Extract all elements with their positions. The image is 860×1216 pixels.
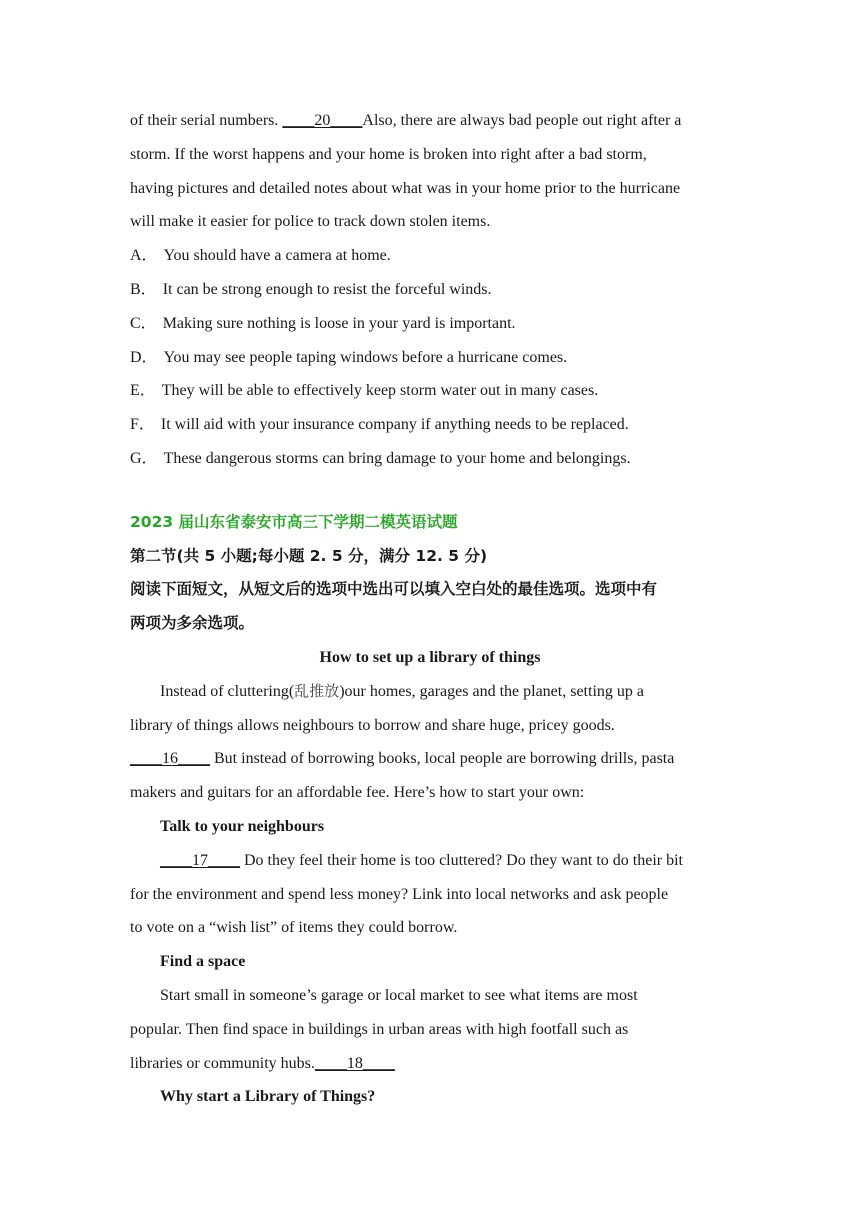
passage-line: makers and guitars for an affordable fee. Here’s how to start your own: xyxy=(130,784,585,802)
option-a xyxy=(130,239,730,273)
instructions-line: 阅读下面短文，从短文后的选项中选出可以填入空白处的最佳选项。选项中有 xyxy=(130,580,658,599)
passage-line: popular. Then find space in buildings in urban areas with high footfall such as xyxy=(130,1020,629,1038)
option-letter: E． xyxy=(130,382,156,400)
section-gap xyxy=(130,476,730,506)
passage-line: for the environment and spend less money? Link into local networks and ask people xyxy=(130,885,669,903)
passage-text: Do they feel their home is too cluttered? Do they want to do their bit xyxy=(240,851,683,869)
exam-source-title: 2023 届山东省泰安市高三下学期二模英语试题 xyxy=(130,512,458,531)
answer-blank-18: ____18____ xyxy=(314,1054,395,1072)
passage-text: libraries or community hubs. xyxy=(130,1054,315,1072)
passage-line xyxy=(130,104,730,138)
answer-blank-20: ____20____ xyxy=(282,112,363,129)
option-letter: B． xyxy=(130,280,157,298)
passage-line: will make it easier for police to track down stolen items. xyxy=(130,213,491,231)
option-letter: G． xyxy=(130,449,158,467)
option-text: You should have a camera at home. xyxy=(163,247,391,265)
passage-text: But instead of borrowing books, local people are borrowing drills, pasta xyxy=(210,750,675,768)
option-text: Making sure nothing is loose in your yard is important. xyxy=(162,314,516,332)
passage-line xyxy=(130,1047,730,1081)
option-letter: D． xyxy=(130,348,158,366)
subheading-space: Find a space xyxy=(160,953,246,971)
passage-text: Also, there are always bad people out right after a xyxy=(362,112,682,129)
chinese-gloss: 乱推放 xyxy=(294,681,340,700)
option-e xyxy=(130,374,730,408)
option-b xyxy=(130,273,730,307)
option-text: It will aid with your insurance company if anything needs to be replaced. xyxy=(160,416,629,434)
subheading-why: Why start a Library of Things? xyxy=(160,1088,376,1106)
instructions-line: 两项为多余选项。 xyxy=(130,614,255,633)
option-g xyxy=(130,442,730,476)
passage-text: )our homes, garages and the planet, setting up a xyxy=(339,682,644,700)
passage-line xyxy=(130,742,730,776)
option-text: They will be able to effectively keep storm water out in many cases. xyxy=(161,382,599,400)
passage-line: to vote on a “wish list” of items they could borrow. xyxy=(130,919,458,937)
passage-line xyxy=(130,675,730,709)
option-letter: A． xyxy=(130,247,158,265)
answer-blank-17: ____17____ xyxy=(160,851,240,869)
option-text: You may see people taping windows before a hurricane comes. xyxy=(163,348,568,366)
passage-line xyxy=(130,844,730,878)
article-title: How to set up a library of things xyxy=(319,648,541,666)
option-c xyxy=(130,307,730,341)
option-letter: C． xyxy=(130,314,157,332)
passage-line: library of things allows neighbours to borrow and share huge, pricey goods. xyxy=(130,716,615,734)
passage-text: Instead of cluttering( xyxy=(160,682,295,700)
section-heading: 第二节(共 5 小题;每小题 2. 5 分，满分 12. 5 分) xyxy=(130,546,488,565)
option-letter: F． xyxy=(130,416,155,434)
option-d xyxy=(130,341,730,375)
subheading-talk: Talk to your neighbours xyxy=(160,817,325,835)
option-f xyxy=(130,408,730,442)
answer-blank-16: ____16____ xyxy=(130,750,210,768)
document-page xyxy=(130,104,730,1114)
passage-line: having pictures and detailed notes about what was in your home prior to the hurricane xyxy=(130,179,681,197)
passage-line: Start small in someone’s garage or local market to see what items are most xyxy=(160,986,638,1004)
option-text: These dangerous storms can bring damage to your home and belongings. xyxy=(163,449,631,467)
passage-text: of their serial numbers. xyxy=(130,112,283,129)
option-text: It can be strong enough to resist the forceful winds. xyxy=(162,280,492,298)
passage-line: storm. If the worst happens and your home is broken into right after a bad storm, xyxy=(130,145,647,163)
